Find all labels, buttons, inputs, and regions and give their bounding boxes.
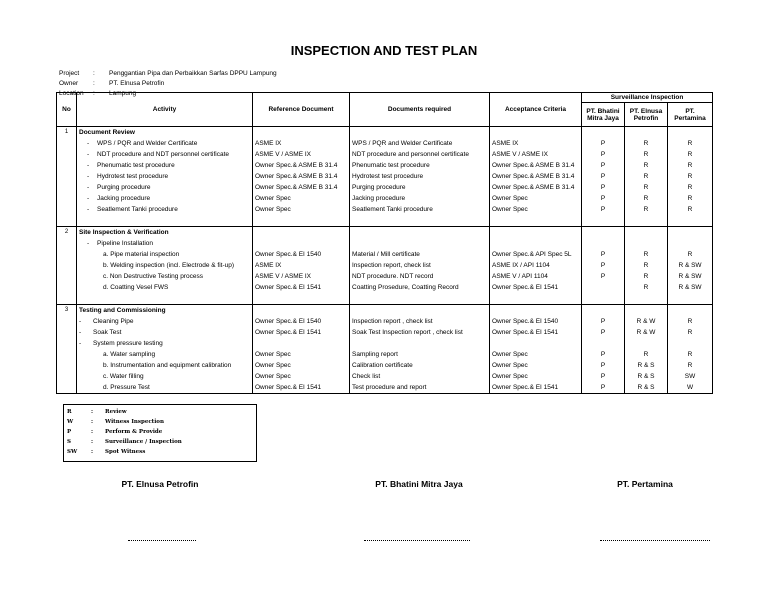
signature-bhatini: PT. Bhatini Mitra Jaya bbox=[375, 479, 463, 489]
acceptance-cell: ASME V / API 1104 bbox=[490, 271, 582, 282]
bullet-dash: - bbox=[87, 140, 90, 147]
legend-separator: : bbox=[91, 429, 94, 435]
activity-cell bbox=[77, 204, 253, 215]
bhatini-cell bbox=[582, 215, 625, 227]
activity-text: Testing and Commissioning bbox=[79, 307, 166, 314]
acceptance-cell: Owner Spec bbox=[490, 360, 582, 371]
acceptance-cell: Owner Spec.& EI 1541 bbox=[490, 282, 582, 293]
table-row bbox=[57, 360, 713, 371]
table-row bbox=[57, 215, 713, 227]
elnusa-cell bbox=[625, 305, 668, 317]
meta-value: Penggantian Pipa dan Perbaikkan Sarfas DPPU Lampung bbox=[109, 70, 277, 77]
acceptance-cell: Owner Spec bbox=[490, 349, 582, 360]
activity-text: c. Non Destructive Testing process bbox=[103, 273, 203, 280]
row-number bbox=[57, 193, 77, 204]
activity-cell bbox=[77, 193, 253, 204]
pertamina-cell: R bbox=[668, 138, 713, 149]
activity-cell bbox=[77, 160, 253, 171]
pertamina-cell: SW bbox=[668, 371, 713, 382]
reference-cell: Owner Spec.& EI 1541 bbox=[253, 282, 350, 293]
header-surveillance: Surveillance Inspection bbox=[582, 93, 713, 103]
elnusa-cell bbox=[625, 215, 668, 227]
header-documents: Documents required bbox=[350, 93, 490, 127]
activity-cell bbox=[77, 249, 253, 260]
row-number bbox=[57, 138, 77, 149]
table-row bbox=[57, 293, 713, 305]
elnusa-cell: R bbox=[625, 160, 668, 171]
reference-cell bbox=[253, 305, 350, 317]
row-number bbox=[57, 371, 77, 382]
activity-cell bbox=[77, 360, 253, 371]
documents-cell: Calibration certificate bbox=[350, 360, 490, 371]
documents-cell: Phenumatic test procedure bbox=[350, 160, 490, 171]
bhatini-cell: P bbox=[582, 260, 625, 271]
documents-cell: Hydrotest test procedure bbox=[350, 171, 490, 182]
activity-text: b. Welding inspection (incl. Electrode & fit-up) bbox=[103, 262, 235, 269]
legend-description: Spot Witness bbox=[105, 449, 146, 455]
bullet-dash: - bbox=[87, 195, 90, 202]
elnusa-cell: R bbox=[625, 249, 668, 260]
acceptance-cell bbox=[490, 338, 582, 349]
pertamina-cell: R & SW bbox=[668, 282, 713, 293]
documents-cell: Jacking procedure bbox=[350, 193, 490, 204]
bhatini-cell bbox=[582, 282, 625, 293]
acceptance-cell: Owner Spec.& EI 1541 bbox=[490, 382, 582, 394]
bullet-dash: - bbox=[87, 151, 90, 158]
legend-row bbox=[67, 417, 182, 427]
meta-value: Lampung bbox=[109, 90, 137, 97]
pertamina-cell: R bbox=[668, 171, 713, 182]
acceptance-cell: Owner Spec bbox=[490, 204, 582, 215]
meta-value: PT. Elnusa Petrofin bbox=[109, 80, 165, 87]
activity-text: Purging procedure bbox=[97, 184, 151, 191]
elnusa-cell: R bbox=[625, 193, 668, 204]
bullet-dash: - bbox=[87, 162, 90, 169]
table-row bbox=[57, 249, 713, 260]
bhatini-cell bbox=[582, 127, 625, 139]
activity-text: Soak Test bbox=[93, 329, 122, 336]
reference-cell bbox=[253, 127, 350, 139]
elnusa-cell: R bbox=[625, 271, 668, 282]
table-row bbox=[57, 182, 713, 193]
documents-cell bbox=[350, 305, 490, 317]
legend-code: R bbox=[67, 409, 72, 415]
elnusa-cell: R bbox=[625, 138, 668, 149]
row-number bbox=[57, 204, 77, 215]
meta-row bbox=[59, 80, 277, 88]
meta-key: Project bbox=[59, 70, 80, 77]
meta-row bbox=[59, 70, 277, 78]
bhatini-cell bbox=[582, 305, 625, 317]
bhatini-cell: P bbox=[582, 160, 625, 171]
row-number bbox=[57, 293, 77, 305]
acceptance-cell bbox=[490, 238, 582, 249]
row-number bbox=[57, 271, 77, 282]
legend-description: Witness Inspection bbox=[105, 419, 164, 425]
reference-cell: Owner Spec.& EI 1540 bbox=[253, 316, 350, 327]
activity-cell bbox=[77, 382, 253, 394]
activity-text: Pipeline Installation bbox=[97, 240, 154, 247]
pertamina-cell: R bbox=[668, 182, 713, 193]
elnusa-cell: R & W bbox=[625, 316, 668, 327]
bhatini-cell: P bbox=[582, 138, 625, 149]
reference-cell bbox=[253, 238, 350, 249]
activity-text: a. Pipe material inspection bbox=[103, 251, 180, 258]
acceptance-cell bbox=[490, 227, 582, 239]
elnusa-cell: R bbox=[625, 204, 668, 215]
activity-text: Seatlement Tanki procedure bbox=[97, 206, 178, 213]
row-number bbox=[57, 249, 77, 260]
reference-cell: Owner Spec.& EI 1541 bbox=[253, 382, 350, 394]
activity-cell bbox=[77, 305, 253, 317]
row-number bbox=[57, 149, 77, 160]
activity-cell bbox=[77, 182, 253, 193]
legend-code: W bbox=[67, 419, 74, 425]
legend-separator: : bbox=[91, 409, 94, 415]
activity-text: Cleaning Pipe bbox=[93, 318, 134, 325]
table-row bbox=[57, 260, 713, 271]
row-number bbox=[57, 182, 77, 193]
row-number bbox=[57, 171, 77, 182]
bhatini-cell bbox=[582, 238, 625, 249]
pertamina-cell bbox=[668, 338, 713, 349]
elnusa-cell: R & S bbox=[625, 371, 668, 382]
header-activity: Activity bbox=[77, 93, 253, 127]
header-elnusa: PT. Elnusa Petrofin bbox=[625, 103, 668, 127]
signature-line-elnusa bbox=[128, 540, 196, 541]
documents-cell bbox=[350, 293, 490, 305]
pertamina-cell: R & SW bbox=[668, 260, 713, 271]
pertamina-cell: R bbox=[668, 249, 713, 260]
table-row bbox=[57, 271, 713, 282]
bhatini-cell: P bbox=[582, 327, 625, 338]
elnusa-cell: R bbox=[625, 149, 668, 160]
documents-cell: Test procedure and report bbox=[350, 382, 490, 394]
pertamina-cell: R bbox=[668, 327, 713, 338]
legend-row bbox=[67, 447, 182, 457]
elnusa-cell: R bbox=[625, 282, 668, 293]
legend-description: Perform & Provide bbox=[105, 429, 163, 435]
bhatini-cell: P bbox=[582, 182, 625, 193]
signature-elnusa: PT. Elnusa Petrofin bbox=[121, 479, 199, 489]
acceptance-cell: Owner Spec.& EI 1541 bbox=[490, 327, 582, 338]
activity-cell bbox=[77, 238, 253, 249]
activity-cell bbox=[77, 271, 253, 282]
inspection-plan-table bbox=[56, 92, 713, 394]
reference-cell: Owner Spec bbox=[253, 193, 350, 204]
documents-cell: Inspection report, check list bbox=[350, 260, 490, 271]
bhatini-cell bbox=[582, 293, 625, 305]
reference-cell: Owner Spec.& EI 1540 bbox=[253, 249, 350, 260]
documents-cell: NDT procedure and personnel certificate bbox=[350, 149, 490, 160]
documents-cell bbox=[350, 215, 490, 227]
table-row bbox=[57, 338, 713, 349]
pertamina-cell bbox=[668, 127, 713, 139]
activity-cell bbox=[77, 215, 253, 227]
bhatini-cell: P bbox=[582, 271, 625, 282]
acceptance-cell: Owner Spec.& EI 1540 bbox=[490, 316, 582, 327]
reference-cell bbox=[253, 215, 350, 227]
activity-text: c. Water filling bbox=[103, 373, 144, 380]
reference-cell: Owner Spec bbox=[253, 349, 350, 360]
acceptance-cell bbox=[490, 127, 582, 139]
pertamina-cell: R bbox=[668, 360, 713, 371]
elnusa-cell: R & W bbox=[625, 327, 668, 338]
elnusa-cell: R bbox=[625, 260, 668, 271]
legend-row bbox=[67, 407, 182, 417]
reference-cell bbox=[253, 338, 350, 349]
acceptance-cell bbox=[490, 305, 582, 317]
activity-text: Hydrotest test procedure bbox=[97, 173, 169, 180]
table-row bbox=[57, 382, 713, 394]
row-number bbox=[57, 160, 77, 171]
activity-text: WPS / PQR and Welder Certificate bbox=[97, 140, 198, 147]
bhatini-cell bbox=[582, 227, 625, 239]
legend-row bbox=[67, 427, 182, 437]
reference-cell: Owner Spec.& ASME B 31.4 bbox=[253, 182, 350, 193]
meta-separator: : bbox=[93, 90, 95, 97]
row-number bbox=[57, 360, 77, 371]
activity-text: Phenumatic test procedure bbox=[97, 162, 175, 169]
header-reference: Reference Document bbox=[253, 93, 350, 127]
table-row bbox=[57, 193, 713, 204]
activity-cell bbox=[77, 260, 253, 271]
acceptance-cell: Owner Spec.& ASME B 31.4 bbox=[490, 182, 582, 193]
documents-cell bbox=[350, 227, 490, 239]
documents-cell: Coatting Prosedure, Coatting Record bbox=[350, 282, 490, 293]
legend-code: S bbox=[67, 439, 71, 445]
table-row bbox=[57, 149, 713, 160]
reference-cell: ASME V / ASME IX bbox=[253, 271, 350, 282]
signature-line-bhatini bbox=[364, 540, 470, 541]
pertamina-cell: W bbox=[668, 382, 713, 394]
bhatini-cell: P bbox=[582, 171, 625, 182]
table-row bbox=[57, 171, 713, 182]
table-row bbox=[57, 282, 713, 293]
row-number bbox=[57, 215, 77, 227]
header-pertamina: PT. Pertamina bbox=[668, 103, 713, 127]
elnusa-cell bbox=[625, 338, 668, 349]
activity-text: Jacking procedure bbox=[97, 195, 151, 202]
elnusa-cell: R bbox=[625, 349, 668, 360]
table-row bbox=[57, 305, 713, 317]
activity-text: System pressure testing bbox=[93, 340, 163, 347]
legend-separator: : bbox=[91, 449, 94, 455]
documents-cell: Soak Test Inspection report , check list bbox=[350, 327, 490, 338]
bullet-dash: - bbox=[87, 240, 90, 247]
legend-code: SW bbox=[67, 449, 78, 455]
reference-cell: ASME IX bbox=[253, 138, 350, 149]
activity-cell bbox=[77, 338, 253, 349]
row-number bbox=[57, 316, 77, 327]
table-row bbox=[57, 371, 713, 382]
activity-cell bbox=[77, 149, 253, 160]
document-title: INSPECTION AND TEST PLAN bbox=[290, 43, 478, 58]
activity-cell bbox=[77, 371, 253, 382]
elnusa-cell: R & S bbox=[625, 382, 668, 394]
pertamina-cell: R & SW bbox=[668, 271, 713, 282]
elnusa-cell: R bbox=[625, 171, 668, 182]
bhatini-cell: P bbox=[582, 371, 625, 382]
elnusa-cell bbox=[625, 227, 668, 239]
legend-box bbox=[63, 404, 257, 462]
pertamina-cell: R bbox=[668, 316, 713, 327]
bhatini-cell: P bbox=[582, 204, 625, 215]
row-number bbox=[57, 349, 77, 360]
table-row bbox=[57, 349, 713, 360]
row-number bbox=[57, 238, 77, 249]
acceptance-cell: Owner Spec.& ASME B 31.4 bbox=[490, 171, 582, 182]
reference-cell: Owner Spec.& EI 1541 bbox=[253, 327, 350, 338]
reference-cell bbox=[253, 293, 350, 305]
row-number: 2 bbox=[57, 227, 77, 239]
signature-line-pertamina bbox=[600, 540, 710, 541]
elnusa-cell: R bbox=[625, 182, 668, 193]
bhatini-cell: P bbox=[582, 382, 625, 394]
reference-cell bbox=[253, 227, 350, 239]
reference-cell: Owner Spec.& ASME B 31.4 bbox=[253, 171, 350, 182]
pertamina-cell bbox=[668, 305, 713, 317]
activity-text: d. Pressure Test bbox=[103, 384, 150, 391]
pertamina-cell bbox=[668, 215, 713, 227]
activity-text: Site Inspection & Verification bbox=[79, 229, 169, 236]
bhatini-cell: P bbox=[582, 316, 625, 327]
row-number bbox=[57, 260, 77, 271]
activity-text: Document Review bbox=[79, 129, 135, 136]
reference-cell: ASME IX bbox=[253, 260, 350, 271]
header-acceptance: Acceptance Criteria bbox=[490, 93, 582, 127]
acceptance-cell: Owner Spec.& ASME B 31.4 bbox=[490, 160, 582, 171]
activity-cell bbox=[77, 127, 253, 139]
acceptance-cell: ASME IX / API 1104 bbox=[490, 260, 582, 271]
activity-cell bbox=[77, 282, 253, 293]
meta-key: Location bbox=[59, 90, 84, 97]
legend-description: Surveillance / Inspection bbox=[105, 439, 182, 445]
documents-cell: Purging procedure bbox=[350, 182, 490, 193]
acceptance-cell: ASME V / ASME IX bbox=[490, 149, 582, 160]
pertamina-cell: R bbox=[668, 349, 713, 360]
activity-text: b. Instrumentation and equipment calibration bbox=[103, 362, 232, 369]
pertamina-cell: R bbox=[668, 149, 713, 160]
legend-separator: : bbox=[91, 439, 94, 445]
reference-cell: Owner Spec bbox=[253, 360, 350, 371]
reference-cell: ASME V / ASME IX bbox=[253, 149, 350, 160]
table-row bbox=[57, 160, 713, 171]
row-number bbox=[57, 382, 77, 394]
acceptance-cell: Owner Spec bbox=[490, 371, 582, 382]
bullet-dash: - bbox=[87, 173, 90, 180]
bhatini-cell: P bbox=[582, 349, 625, 360]
documents-cell: WPS / PQR and Welder Certificate bbox=[350, 138, 490, 149]
elnusa-cell bbox=[625, 238, 668, 249]
elnusa-cell bbox=[625, 127, 668, 139]
documents-cell: Check list bbox=[350, 371, 490, 382]
pertamina-cell: R bbox=[668, 204, 713, 215]
legend-code: P bbox=[67, 429, 72, 435]
elnusa-cell bbox=[625, 293, 668, 305]
documents-cell bbox=[350, 127, 490, 139]
legend-description: Review bbox=[105, 409, 127, 415]
table-row bbox=[57, 316, 713, 327]
activity-cell bbox=[77, 138, 253, 149]
bullet-dash: - bbox=[79, 329, 82, 336]
activity-cell bbox=[77, 327, 253, 338]
bhatini-cell bbox=[582, 338, 625, 349]
legend-row bbox=[67, 437, 182, 447]
row-number bbox=[57, 282, 77, 293]
pertamina-cell bbox=[668, 238, 713, 249]
table-row bbox=[57, 227, 713, 239]
acceptance-cell: Owner Spec bbox=[490, 193, 582, 204]
reference-cell: Owner Spec bbox=[253, 371, 350, 382]
activity-cell bbox=[77, 349, 253, 360]
pertamina-cell: R bbox=[668, 160, 713, 171]
bullet-dash: - bbox=[87, 184, 90, 191]
signature-pertamina: PT. Pertamina bbox=[617, 479, 673, 489]
bhatini-cell: P bbox=[582, 360, 625, 371]
bullet-dash: - bbox=[87, 206, 90, 213]
bullet-dash: - bbox=[79, 318, 82, 325]
pertamina-cell bbox=[668, 227, 713, 239]
acceptance-cell bbox=[490, 215, 582, 227]
documents-cell bbox=[350, 338, 490, 349]
legend-separator: : bbox=[91, 419, 94, 425]
reference-cell: Owner Spec bbox=[253, 204, 350, 215]
activity-cell bbox=[77, 316, 253, 327]
activity-cell bbox=[77, 171, 253, 182]
activity-cell bbox=[77, 227, 253, 239]
activity-text: d. Coatting Vesel FWS bbox=[103, 284, 169, 291]
bhatini-cell: P bbox=[582, 193, 625, 204]
documents-cell: Sampling report bbox=[350, 349, 490, 360]
acceptance-cell bbox=[490, 293, 582, 305]
row-number bbox=[57, 338, 77, 349]
table-row bbox=[57, 327, 713, 338]
activity-text: NDT procedure and NDT personnel certificate bbox=[97, 151, 229, 158]
pertamina-cell bbox=[668, 293, 713, 305]
table-row bbox=[57, 238, 713, 249]
table-row bbox=[57, 127, 713, 139]
table-row bbox=[57, 204, 713, 215]
bhatini-cell: P bbox=[582, 149, 625, 160]
row-number bbox=[57, 327, 77, 338]
documents-cell: Material / Mill certificate bbox=[350, 249, 490, 260]
documents-cell bbox=[350, 238, 490, 249]
bhatini-cell: P bbox=[582, 249, 625, 260]
documents-cell: Inspection report , check list bbox=[350, 316, 490, 327]
documents-cell: NDT procedure. NDT record bbox=[350, 271, 490, 282]
row-number: 1 bbox=[57, 127, 77, 139]
documents-cell: Seatlement Tanki procedure bbox=[350, 204, 490, 215]
elnusa-cell: R & S bbox=[625, 360, 668, 371]
activity-cell bbox=[77, 293, 253, 305]
table-row bbox=[57, 138, 713, 149]
meta-key: Owner bbox=[59, 80, 79, 87]
bullet-dash: - bbox=[79, 340, 82, 347]
reference-cell: Owner Spec.& ASME B 31.4 bbox=[253, 160, 350, 171]
header-bhatini: PT. Bhatini Mitra Jaya bbox=[582, 103, 625, 127]
row-number: 3 bbox=[57, 305, 77, 317]
acceptance-cell: ASME IX bbox=[490, 138, 582, 149]
header-no: No bbox=[57, 93, 77, 127]
acceptance-cell: Owner Spec.& API Spec 5L bbox=[490, 249, 582, 260]
pertamina-cell: R bbox=[668, 193, 713, 204]
activity-text: a. Water sampling bbox=[103, 351, 156, 358]
meta-separator: : bbox=[93, 70, 95, 77]
meta-separator: : bbox=[93, 80, 95, 87]
